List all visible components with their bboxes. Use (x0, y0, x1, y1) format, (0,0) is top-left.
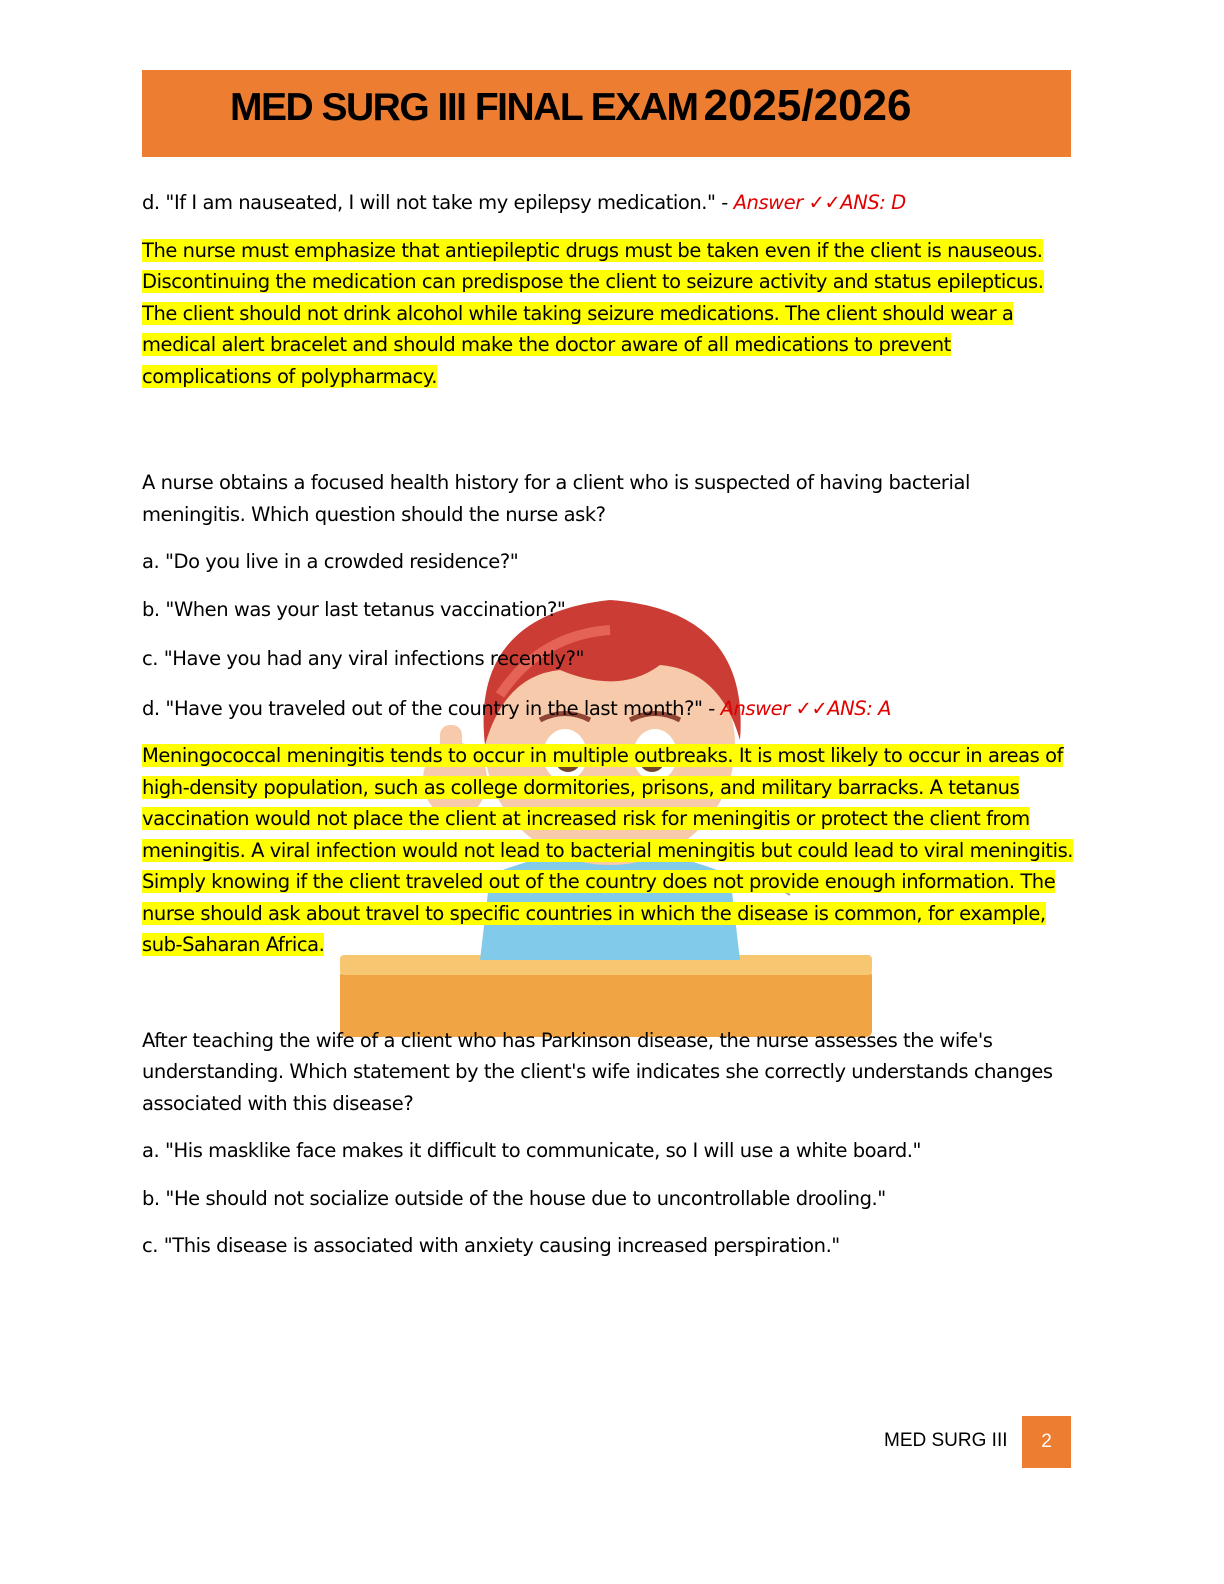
q1-rationale (142, 235, 1077, 393)
page-number: 2 (1022, 1416, 1071, 1468)
q3-option-c: c. "This disease is associated with anxiety causing increased perspiration." (142, 1234, 840, 1257)
q2-stem: A nurse obtains a focused health history for a client who is suspected of having bacterial meningitis. Which question should the nurse ask? (142, 471, 970, 526)
q2-option-d-text: d. "Have you traveled out of the country in the last month?" - (142, 696, 721, 720)
q1-option-d-text: d. "If I am nauseated, I will not take my epilepsy medication." - (142, 191, 734, 214)
q3-stem: After teaching the wife of a client who has Parkinson disease, the nurse assesses the wife's understanding. Which statement by the client's wife indicates she correctly understands changes associated with this disease? (142, 1028, 1053, 1115)
footer-label: MED SURG III (884, 1430, 1008, 1451)
header-bar (142, 70, 1071, 157)
q2-option-b: b. "When was your last tetanus vaccination?" (142, 597, 566, 621)
q2-answer: Answer ✓✓ANS: A (720, 696, 891, 720)
q2-rationale (142, 740, 1077, 961)
page-title (230, 81, 912, 130)
title-text: MED SURG III FINAL EXAM (230, 86, 698, 129)
q2-option-d (142, 693, 1077, 725)
q2-rationale-text: Meningococcal meningitis tends to occur in multiple outbreaks. It is most likely to occur in areas of high-density population, such as college dormitories, prisons, and military barracks. A tetanus vaccination would not place the client at increased risk for meningitis or protect the client from meningitis. A viral infection would not lead to bacterial meningitis but could lead to viral meningitis. Simply knowing if the client traveled out of the country does not provide enough information. The nurse should ask about travel to specific countries in which the disease is common, for example, sub-Saharan Africa. (142, 744, 1074, 956)
q1-rationale-text: The nurse must emphasize that antiepileptic drugs must be taken even if the client is nauseous. Discontinuing the medication can predispose the client to seizure activity and status epilepticus. The client should not drink alcohol while taking seizure medications. The client should wear a medical alert bracelet and should make the doctor aware of all medications to prevent complications of polypharmacy. (142, 238, 1044, 388)
q1-option-d (142, 187, 1077, 219)
document-body (142, 187, 1077, 1262)
title-year: 2025/2026 (703, 81, 912, 130)
q3-option-a: a. "His masklike face makes it difficult to communicate, so I will use a white board." (142, 1139, 922, 1162)
q2-option-c: c. "Have you had any viral infections recently?" (142, 647, 584, 670)
q1-answer: Answer ✓✓ANS: D (733, 191, 906, 214)
q2-option-a: a. "Do you live in a crowded residence?" (142, 550, 519, 573)
q3-option-b: b. "He should not socialize outside of the house due to uncontrollable drooling." (142, 1186, 886, 1210)
